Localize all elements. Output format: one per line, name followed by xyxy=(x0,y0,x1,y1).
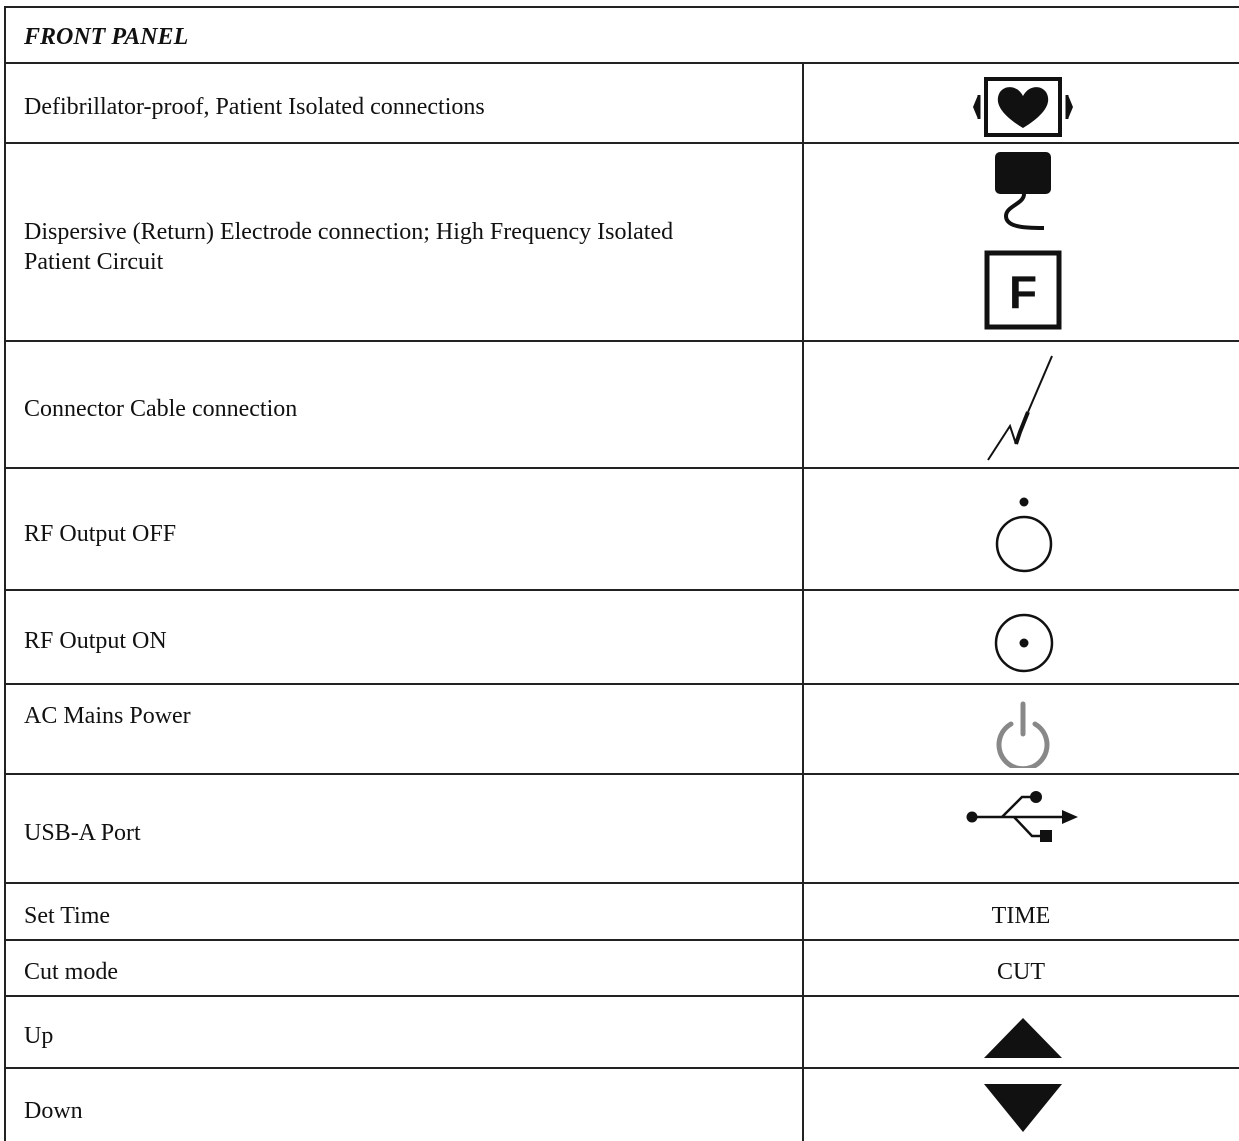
row-description-line2: Patient Circuit xyxy=(24,249,164,275)
rf-output-off-icon xyxy=(992,494,1056,578)
row-divider xyxy=(4,995,1239,997)
row-divider xyxy=(4,683,1239,685)
time-label: TIME xyxy=(991,903,1051,929)
dispersive-electrode-icon xyxy=(992,150,1054,236)
table-header: FRONT PANEL xyxy=(24,24,189,50)
defibrillator-proof-heart-icon xyxy=(970,76,1076,138)
f-letter: F xyxy=(1008,266,1038,318)
row-description: USB-A Port xyxy=(24,820,141,846)
row-description: RF Output ON xyxy=(24,628,167,654)
connector-cable-icon xyxy=(980,352,1060,464)
f-type-isolated-icon xyxy=(984,250,1064,330)
cut-label: CUT xyxy=(997,959,1045,985)
row-divider xyxy=(4,882,1239,884)
row-divider xyxy=(4,773,1239,775)
row-description: Defibrillator-proof, Patient Isolated connections xyxy=(24,94,485,120)
row-divider xyxy=(4,467,1239,469)
power-icon xyxy=(993,698,1053,768)
row-description: Connector Cable connection xyxy=(24,396,298,422)
row-description: Up xyxy=(24,1023,54,1049)
row-description: AC Mains Power xyxy=(24,703,191,729)
row-divider xyxy=(4,62,1239,64)
row-description: Down xyxy=(24,1098,83,1124)
row-description: Cut mode xyxy=(24,959,118,985)
row-divider xyxy=(4,340,1239,342)
row-divider xyxy=(4,142,1239,144)
row-divider xyxy=(4,589,1239,591)
row-divider xyxy=(4,1067,1239,1069)
usb-icon xyxy=(964,786,1084,848)
down-triangle-icon xyxy=(982,1082,1064,1134)
row-description-line1: Dispersive (Return) Electrode connection; High Frequency Isolated xyxy=(24,219,674,245)
row-description: Set Time xyxy=(24,903,111,929)
row-description: RF Output OFF xyxy=(24,521,177,547)
up-triangle-icon xyxy=(982,1016,1064,1060)
rf-output-on-icon xyxy=(992,611,1056,675)
row-divider xyxy=(4,939,1239,941)
